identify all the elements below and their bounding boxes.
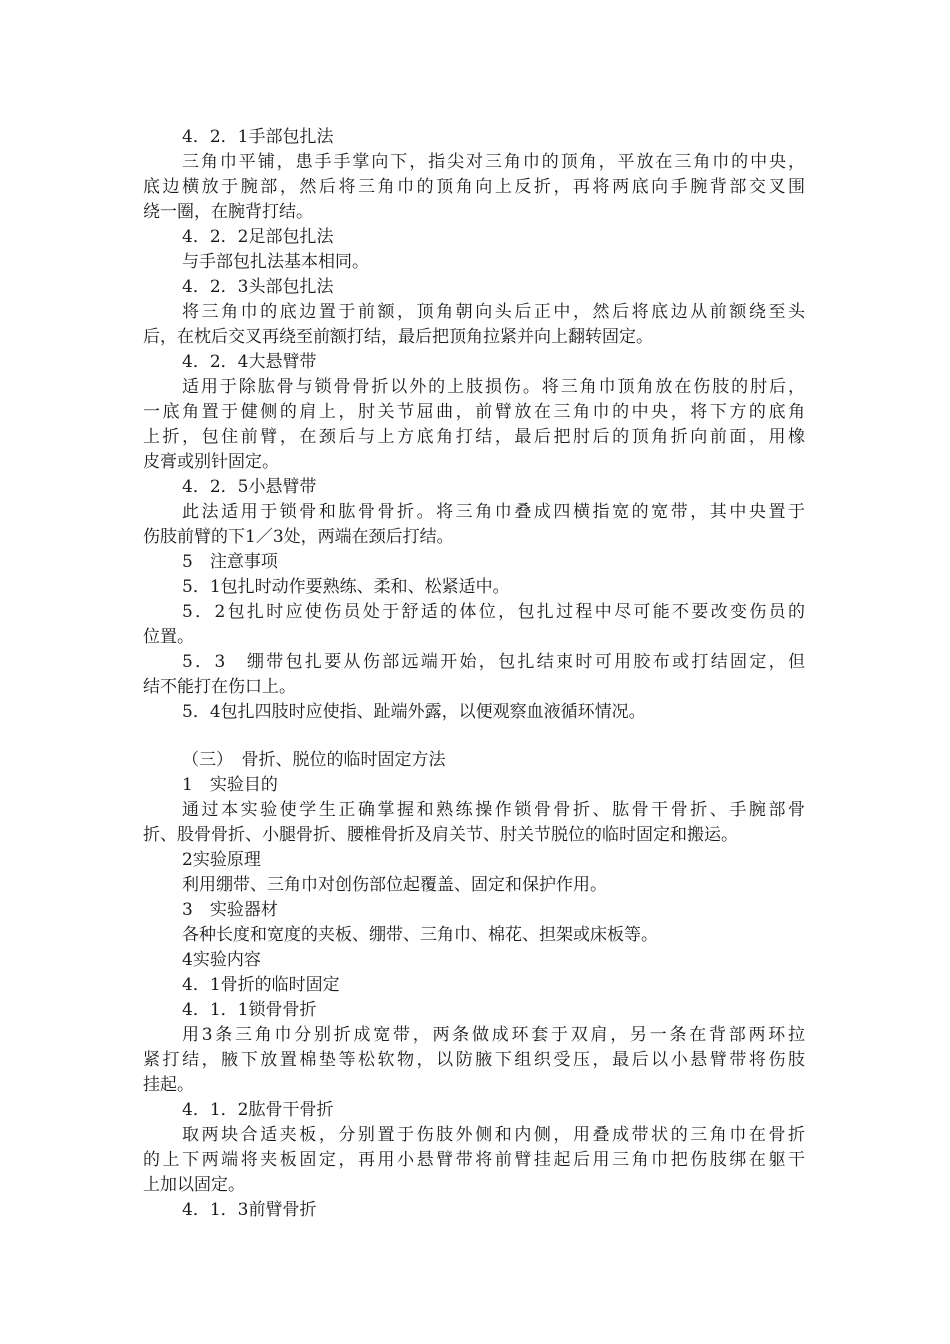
paragraph-line: 适用于除肱骨与锁骨骨折以外的上肢损伤。将三角巾顶角放在伤肢的肘后， bbox=[182, 377, 805, 397]
heading-4-2-3: 4．2．3头部包扎法 bbox=[182, 277, 334, 297]
list-item-5-4: 5．4包扎四肢时应使指、趾端外露，以便观察血液循环情况。 bbox=[182, 702, 646, 722]
heading-4-2-2: 4．2．2足部包扎法 bbox=[182, 227, 334, 247]
heading-4-1-3: 4．1．3前臂骨折 bbox=[182, 1200, 317, 1220]
heading-4-2-1: 4．2．1手部包扎法 bbox=[182, 127, 334, 147]
paragraph-line: 与手部包扎法基本相同。 bbox=[182, 252, 369, 272]
paragraph-line: 取两块合适夹板，分别置于伤肢外侧和内侧，用叠成带状的三角巾在骨折 bbox=[182, 1125, 805, 1145]
paragraph-line: 皮膏或别针固定。 bbox=[143, 452, 279, 472]
list-item-5-2: 5．2包扎时应使伤员处于舒适的体位，包扎过程中尽可能不要改变伤员的 bbox=[182, 602, 805, 622]
heading-5: 5 注意事项 bbox=[182, 552, 278, 572]
heading-3: 3 实验器材 bbox=[182, 900, 278, 920]
paragraph-line: 用3条三角巾分别折成宽带，两条做成环套于双肩，另一条在背部两环拉 bbox=[182, 1025, 805, 1045]
heading-4-2-4: 4．2．4大悬臂带 bbox=[182, 352, 317, 372]
paragraph-line: 挂起。 bbox=[143, 1075, 194, 1095]
heading-1: 1 实验目的 bbox=[182, 775, 278, 795]
paragraph-line: 三角巾平铺，患手手掌向下，指尖对三角巾的顶角，平放在三角巾的中央， bbox=[182, 152, 805, 172]
paragraph-line: 利用绷带、三角巾对创伤部位起覆盖、固定和保护作用。 bbox=[182, 875, 607, 895]
paragraph-line: 绕一圈，在腕背打结。 bbox=[143, 202, 313, 222]
paragraph-line: 各种长度和宽度的夹板、绷带、三角巾、棉花、担架或床板等。 bbox=[182, 925, 658, 945]
paragraph-line: 折、股骨骨折、小腿骨折、腰椎骨折及肩关节、肘关节脱位的临时固定和搬运。 bbox=[143, 825, 738, 845]
paragraph-line: 位置。 bbox=[143, 627, 194, 647]
heading-4: 4实验内容 bbox=[182, 950, 261, 970]
paragraph-line: 通过本实验使学生正确掌握和熟练操作锁骨骨折、肱骨干骨折、手腕部骨 bbox=[182, 800, 805, 820]
list-item-5-3: 5．3 绷带包扎要从伤部远端开始，包扎结束时可用胶布或打结固定，但 bbox=[182, 652, 805, 672]
list-item-5-1: 5．1包扎时动作要熟练、柔和、松紧适中。 bbox=[182, 577, 510, 597]
paragraph-line: 的上下两端将夹板固定，再用小悬臂带将前臂挂起后用三角巾把伤肢绑在躯干 bbox=[143, 1150, 805, 1170]
paragraph-line: 上加以固定。 bbox=[143, 1175, 245, 1195]
section-heading-3: （三） 骨折、脱位的临时固定方法 bbox=[182, 750, 446, 770]
paragraph-line: 伤肢前臂的下1／3处，两端在颈后打结。 bbox=[143, 527, 454, 547]
paragraph-line: 上折，包住前臂，在颈后与上方底角打结，最后把肘后的顶角折向前面，用橡 bbox=[143, 427, 805, 447]
paragraph-line: 紧打结，腋下放置棉垫等松软物，以防腋下组织受压，最后以小悬臂带将伤肢 bbox=[143, 1050, 805, 1070]
paragraph-line: 后，在枕后交叉再绕至前额打结，最后把顶角拉紧并向上翻转固定。 bbox=[143, 327, 653, 347]
heading-2: 2实验原理 bbox=[182, 850, 261, 870]
paragraph-line: 将三角巾的底边置于前额，顶角朝向头后正中，然后将底边从前额绕至头 bbox=[182, 302, 805, 322]
paragraph-line: 此法适用于锁骨和肱骨骨折。将三角巾叠成四横指宽的宽带，其中央置于 bbox=[182, 502, 805, 522]
heading-4-2-5: 4．2．5小悬臂带 bbox=[182, 477, 317, 497]
heading-4-1: 4．1骨折的临时固定 bbox=[182, 975, 340, 995]
paragraph-line: 结不能打在伤口上。 bbox=[143, 677, 296, 697]
heading-4-1-1: 4．1．1锁骨骨折 bbox=[182, 1000, 317, 1020]
paragraph-line: 底边横放于腕部，然后将三角巾的顶角向上反折，再将两底向手腕背部交叉围 bbox=[143, 177, 805, 197]
heading-4-1-2: 4．1．2肱骨干骨折 bbox=[182, 1100, 334, 1120]
paragraph-line: 一底角置于健侧的肩上，肘关节屈曲，前臂放在三角巾的中央，将下方的底角 bbox=[143, 402, 805, 422]
